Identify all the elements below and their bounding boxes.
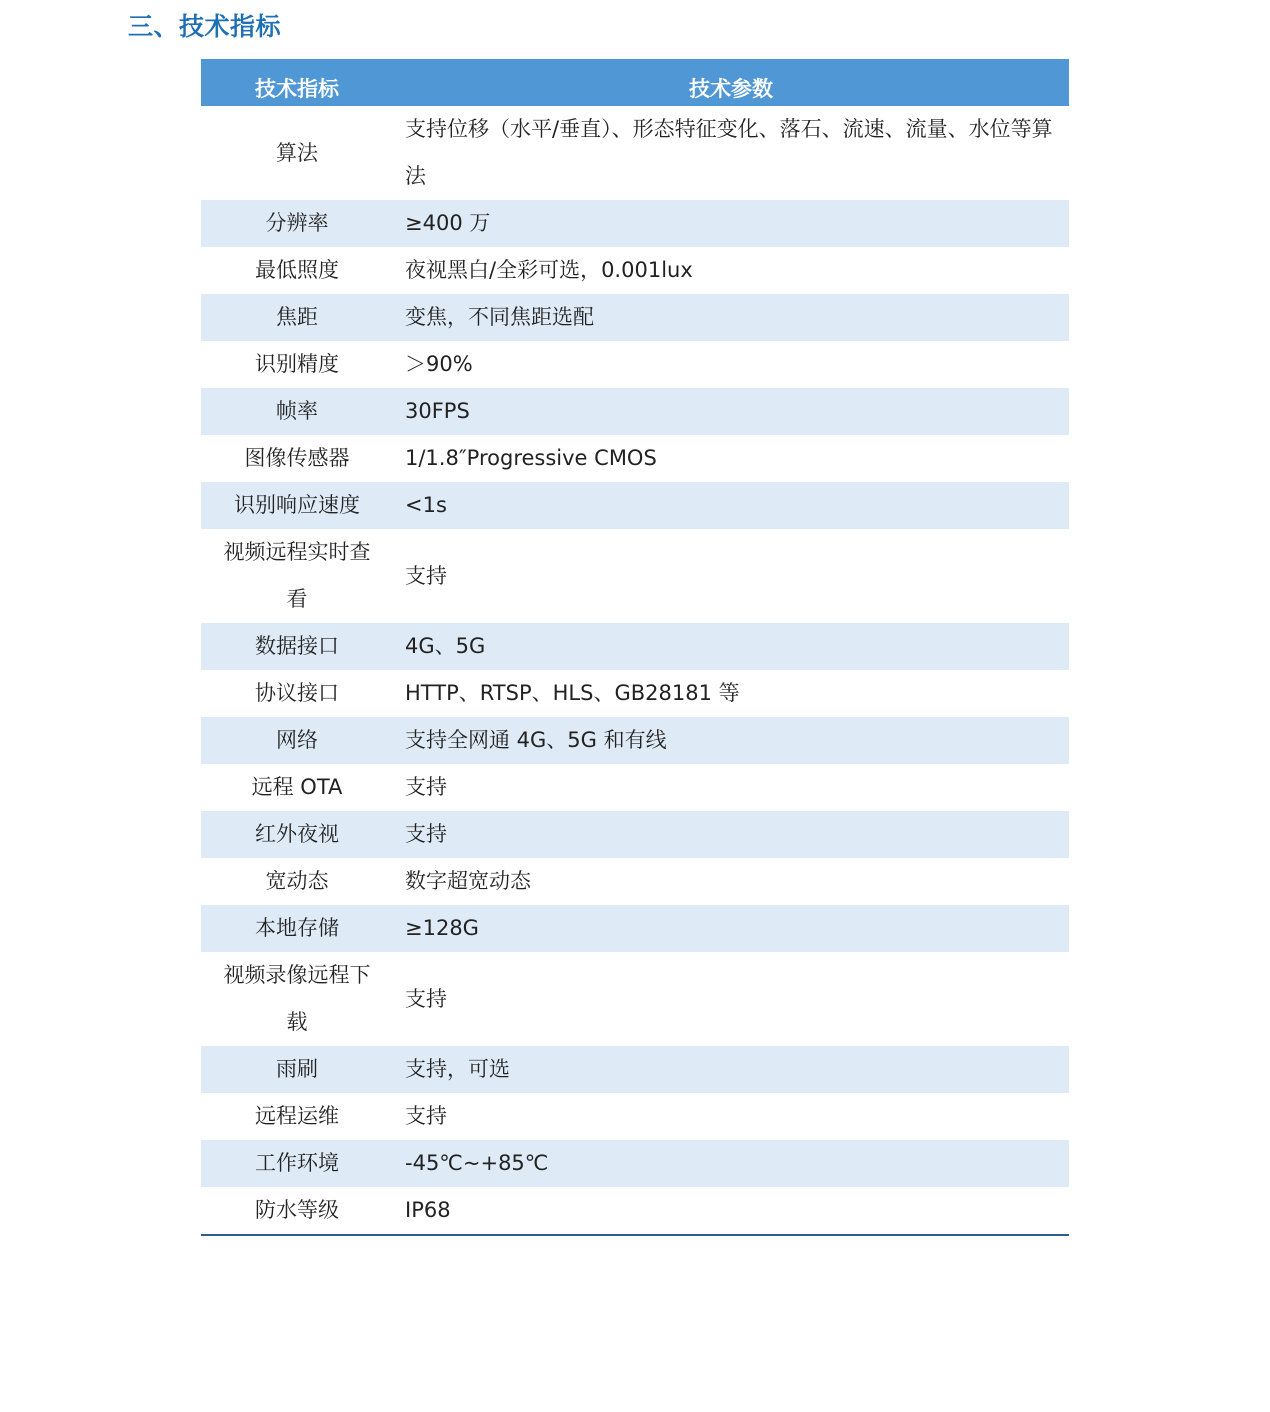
table-row bbox=[201, 341, 1069, 388]
table-row bbox=[201, 717, 1069, 764]
table-row bbox=[201, 811, 1069, 858]
spec-name: 数据接口 bbox=[201, 623, 393, 670]
table-row bbox=[201, 1046, 1069, 1093]
table-row bbox=[201, 1140, 1069, 1187]
table-row bbox=[201, 623, 1069, 670]
spec-value: 夜视黑白/全彩可选，0.001lux bbox=[405, 258, 693, 282]
spec-value: 30FPS bbox=[393, 388, 1069, 435]
spec-name: 算法 bbox=[276, 140, 318, 165]
table-row bbox=[201, 858, 1069, 905]
spec-name: 最低照度 bbox=[255, 258, 339, 282]
spec-name: 视频远程实时查看 bbox=[223, 540, 371, 611]
spec-name: 图像传感器 bbox=[244, 446, 350, 470]
table-row bbox=[201, 106, 1069, 200]
spec-name: 识别精度 bbox=[255, 352, 339, 376]
spec-value: IP68 bbox=[393, 1187, 1069, 1235]
table-row bbox=[201, 294, 1069, 341]
spec-value: 支持全网通 4G、5G 和有线 bbox=[393, 717, 1069, 764]
spec-value: 支持 bbox=[393, 811, 1069, 858]
table-row bbox=[201, 764, 1069, 811]
spec-name: 识别响应速度 bbox=[201, 482, 393, 529]
spec-value: 4G、5G bbox=[393, 623, 1069, 670]
table-row bbox=[201, 905, 1069, 952]
spec-value: 数字超宽动态 bbox=[405, 869, 531, 893]
spec-name: 焦距 bbox=[201, 294, 393, 341]
spec-value: 变焦，不同焦距选配 bbox=[393, 294, 1069, 341]
header-spec-name: 技术指标 bbox=[201, 59, 393, 106]
table-row bbox=[201, 529, 1069, 623]
spec-name: 宽动态 bbox=[265, 869, 329, 893]
spec-value: 1/1.8″Progressive CMOS bbox=[405, 446, 657, 470]
table-row bbox=[201, 952, 1069, 1046]
spec-name: 视频录像远程下载 bbox=[223, 963, 371, 1034]
spec-name: 工作环境 bbox=[201, 1140, 393, 1187]
table-row bbox=[201, 435, 1069, 482]
table-row bbox=[201, 247, 1069, 294]
spec-name: 帧率 bbox=[201, 388, 393, 435]
spec-value: <1s bbox=[393, 482, 1069, 529]
spec-name: 红外夜视 bbox=[201, 811, 393, 858]
header-spec-value: 技术参数 bbox=[393, 59, 1069, 106]
spec-table bbox=[201, 59, 1069, 1236]
spec-value: 支持 bbox=[405, 1104, 447, 1128]
spec-value: ≥400 万 bbox=[393, 200, 1069, 247]
spec-name: 协议接口 bbox=[255, 681, 339, 705]
spec-name: 防水等级 bbox=[201, 1187, 393, 1235]
section-title: 三、技术指标 bbox=[128, 12, 282, 41]
table-row bbox=[201, 670, 1069, 717]
spec-value: 支持位移（水平/垂直）、形态特征变化、落石、流速、流量、水位等算法 bbox=[405, 117, 1053, 188]
spec-name: 本地存储 bbox=[201, 905, 393, 952]
table-row bbox=[201, 388, 1069, 435]
spec-value: 支持 bbox=[405, 986, 447, 1011]
spec-name: 远程运维 bbox=[255, 1104, 339, 1128]
table-row bbox=[201, 482, 1069, 529]
spec-value: -45℃~+85℃ bbox=[393, 1140, 1069, 1187]
spec-name: 分辨率 bbox=[201, 200, 393, 247]
spec-name: 网络 bbox=[201, 717, 393, 764]
table-row bbox=[201, 1187, 1069, 1235]
spec-value: 支持 bbox=[405, 563, 447, 588]
spec-value: ≥128G bbox=[393, 905, 1069, 952]
spec-value: ＞90% bbox=[405, 352, 473, 376]
spec-value: 支持 bbox=[405, 775, 447, 799]
table-row bbox=[201, 1093, 1069, 1140]
table-row bbox=[201, 200, 1069, 247]
table-header-row bbox=[201, 59, 1069, 106]
spec-name: 远程 OTA bbox=[251, 775, 343, 799]
spec-value: HTTP、RTSP、HLS、GB28181 等 bbox=[405, 681, 740, 705]
spec-value: 支持，可选 bbox=[393, 1046, 1069, 1093]
spec-name: 雨刷 bbox=[201, 1046, 393, 1093]
